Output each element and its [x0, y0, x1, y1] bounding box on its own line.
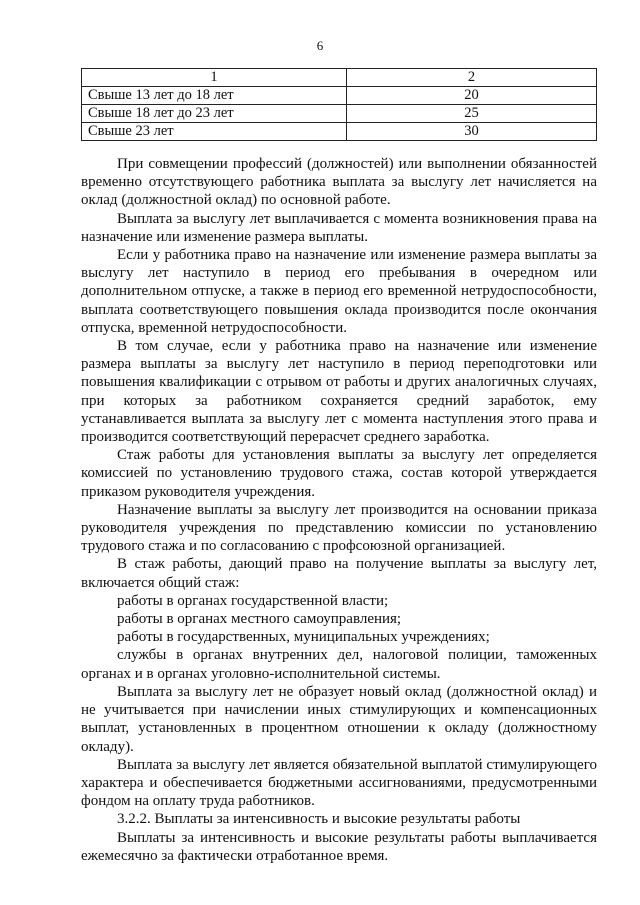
paragraph: Выплата за выслугу лет выплачивается с момента возникновения права на назначение или изменение размера выплаты.	[81, 210, 597, 245]
paragraph: В том случае, если у работника право на назначение или изменение размера выплаты за выслугу лет наступило в период переподготовки или повышения квалификации с отрывом от работы и других аналогичных случаях, при которых за работником сохраняется средний заработок, ему устанавливается выплата за выслугу лет с момента наступления этого права и производится соответствующий перерасчет среднего заработка.	[81, 338, 597, 446]
paragraph: Стаж работы для установления выплаты за выслугу лет определяется комиссией по установлению трудового стажа, состав которой утверждается приказом руководителя учреждения.	[81, 447, 597, 500]
table-cell-percent: 20	[347, 87, 597, 105]
paragraph: Если у работника право на назначение или изменение размера выплаты за выслугу лет наступило в период его пребывания в очередном или дополнительном отпуске, а также в период его временной нетрудоспособности, выплата соответствующего повышения оклада производится после окончания отпуска, временной нетрудоспособности.	[81, 247, 597, 336]
paragraph: Выплата за выслугу лет не образует новый оклад (должностной оклад) и не учитывается при начислении иных стимулирующих и компенсационных выплат, установленных в процентном отношении к окладу (должностному окладу).	[81, 683, 597, 755]
table-cell-period: Свыше 13 лет до 18 лет	[82, 87, 347, 105]
list-item: работы в органах государственной власти;	[117, 592, 389, 609]
table-header-cell: 2	[347, 69, 597, 87]
paragraph: В стаж работы, дающий право на получение выплаты за выслугу лет, включается общий стаж:	[81, 556, 597, 591]
table-cell-percent: 25	[347, 105, 597, 123]
page-number: 6	[316, 38, 324, 53]
document-body	[81, 155, 597, 865]
list-item: работы в государственных, муниципальных учреждениях;	[117, 629, 490, 646]
table-cell-period: Свыше 23 лет	[82, 123, 347, 141]
paragraph: Выплаты за интенсивность и высокие результаты работы выплачивается ежемесячно за фактически отработанное время.	[81, 829, 597, 864]
table-header-row	[82, 69, 597, 87]
section-heading: 3.2.2. Выплаты за интенсивность и высокие результаты работы	[117, 811, 521, 828]
table-cell-period: Свыше 18 лет до 23 лет	[82, 105, 347, 123]
paragraph: При совмещении профессий (должностей) или выполнении обязанностей временно отсутствующего работника выплата за выслугу лет начисляется на оклад (должностной оклад) по основной работе.	[81, 156, 597, 209]
seniority-pay-table	[81, 68, 597, 141]
table-row	[82, 123, 597, 141]
list-item: работы в органах местного самоуправления;	[117, 611, 402, 628]
table-row	[82, 87, 597, 105]
table-header-cell: 1	[82, 69, 347, 87]
table-cell-percent: 30	[347, 123, 597, 141]
table-row	[82, 105, 597, 123]
paragraph: Выплата за выслугу лет является обязательной выплатой стимулирующего характера и обеспечивается бюджетными ассигнованиями, предусмотренными фондом на оплату труда работников.	[81, 756, 597, 810]
list-item: службы в органах внутренних дел, налоговой полиции, таможенных органах и в органах уголовно-исполнительной системы.	[81, 647, 597, 682]
paragraph: Назначение выплаты за выслугу лет производится на основании приказа руководителя учреждения по представлению комиссии по установлению трудового стажа и по согласованию с профсоюзной организацией.	[81, 501, 597, 555]
